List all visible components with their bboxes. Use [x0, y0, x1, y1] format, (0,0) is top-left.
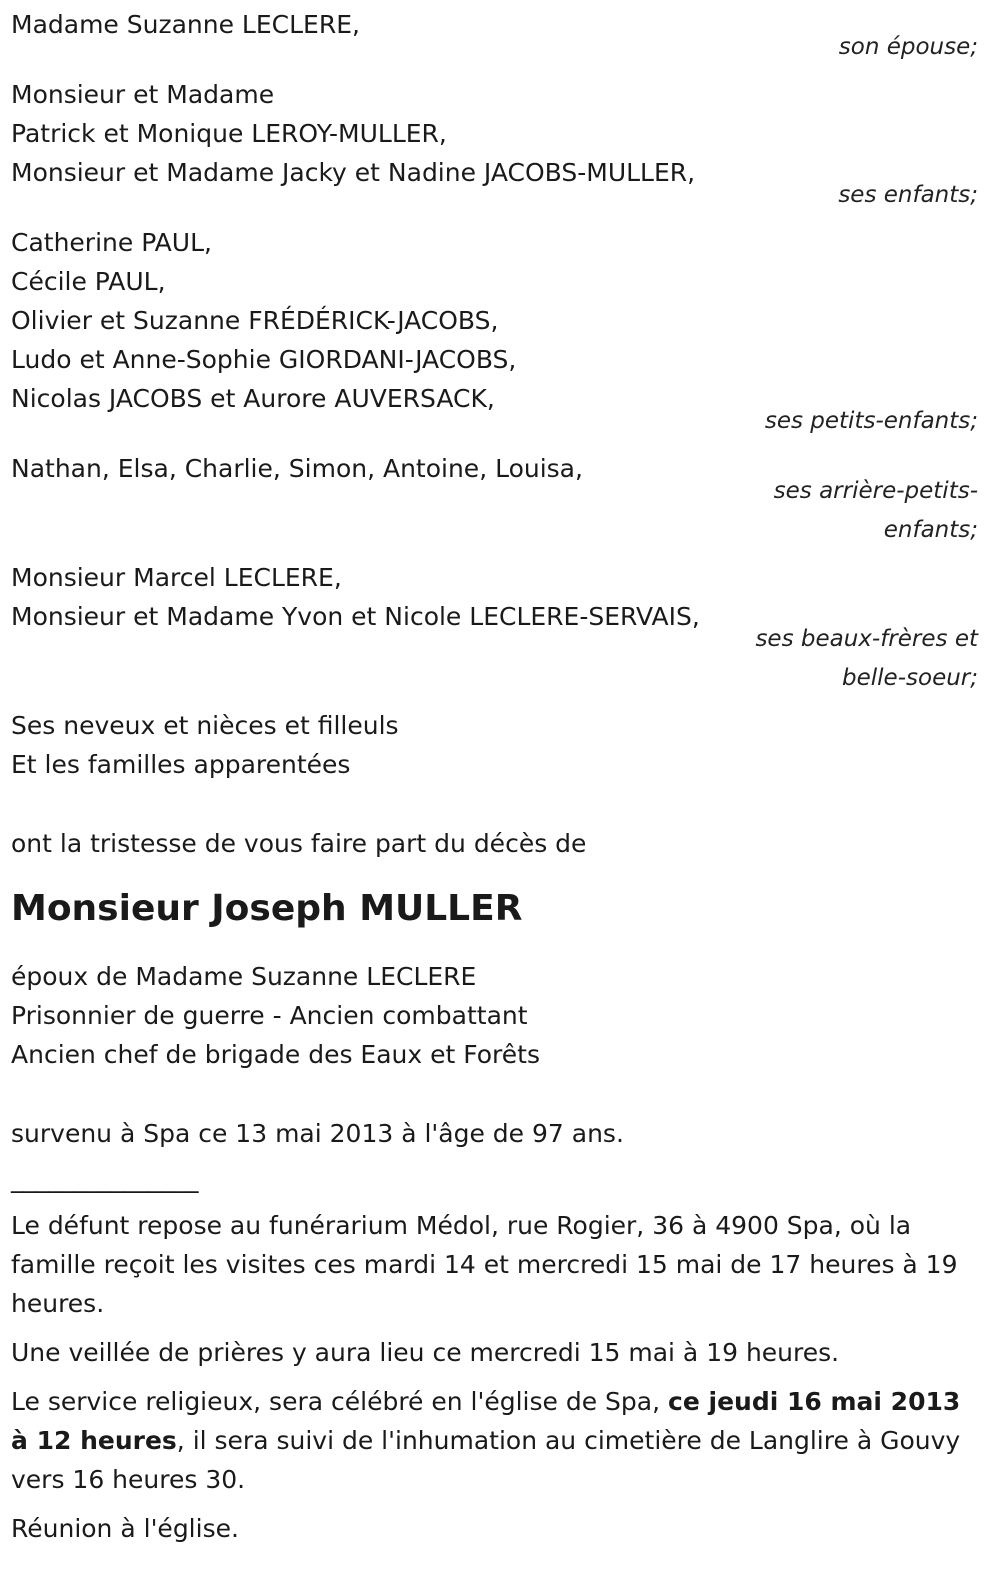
children-name: Patrick et Monique LEROY-MULLER,: [11, 119, 447, 148]
deceased-detail: époux de Madame Suzanne LECLERE: [11, 962, 477, 991]
separator-line: _______________: [11, 1164, 199, 1193]
grandchild-name: Cécile PAUL,: [11, 267, 166, 296]
grandchild-name: Olivier et Suzanne FRÉDÉRICK-JACOBS,: [11, 306, 499, 335]
in-law-name: Monsieur Marcel LECLERE,: [11, 563, 342, 592]
great-grandchildren-role: ses arrière-petits-enfants;: [773, 478, 978, 543]
grandchildren-role: ses petits-enfants;: [764, 408, 978, 434]
obituary: [11, 5, 978, 1558]
grandchild-name: Ludo et Anne-Sophie GIORDANI-JACOBS,: [11, 345, 517, 374]
relatives-line: Ses neveux et nièces et filleuls: [11, 711, 399, 740]
service-text: Le service religieux, sera célébré en l'église de Spa,: [11, 1387, 661, 1416]
in-law-name: Monsieur et Madame Yvon et Nicole LECLERE-SERVAIS,: [11, 602, 700, 631]
relatives-line: Et les familles apparentées: [11, 750, 351, 779]
service-text-after: , il sera suivi de l'inhumation au cimetière de Langlire à Gouvy vers 16 heures 30.: [11, 1426, 961, 1494]
grandchild-name: Nicolas JACOBS et Aurore AUVERSACK,: [11, 384, 495, 413]
deceased-name: Monsieur Joseph MULLER: [11, 888, 523, 929]
children-role: ses enfants;: [838, 182, 978, 208]
announcement: ont la tristesse de vous faire part du décès de: [11, 829, 587, 858]
death-statement: survenu à Spa ce 13 mai 2013 à l'âge de 97 ans.: [11, 1119, 624, 1148]
funeral-meeting: Réunion à l'église.: [11, 1514, 239, 1543]
great-grandchildren-names: Nathan, Elsa, Charlie, Simon, Antoine, Louisa,: [11, 454, 583, 483]
funeral-rest: Le défunt repose au funérarium Médol, rue Rogier, 36 à 4900 Spa, où la famille reçoit les visites ces mardi 14 et mercredi 15 mai de 17 heures à 19 heures.: [11, 1211, 958, 1318]
in-laws-role: ses beaux-frères et belle-soeur;: [755, 626, 978, 691]
deceased-detail: Ancien chef de brigade des Eaux et Forêts: [11, 1040, 540, 1069]
funeral-vigil: Une veillée de prières y aura lieu ce mercredi 15 mai à 19 heures.: [11, 1338, 840, 1367]
grandchild-name: Catherine PAUL,: [11, 228, 212, 257]
funeral-service: [11, 1382, 978, 1499]
children-name: Monsieur et Madame Jacky et Nadine JACOBS-MULLER,: [11, 158, 696, 187]
spouse-role: son épouse;: [838, 34, 978, 60]
children-name: Monsieur et Madame: [11, 80, 275, 109]
spouse-name: Madame Suzanne LECLERE,: [11, 10, 360, 39]
service-date: ce jeudi 16 mai 2013 à 12 heures: [11, 1387, 961, 1455]
deceased-detail: Prisonnier de guerre - Ancien combattant: [11, 1001, 528, 1030]
